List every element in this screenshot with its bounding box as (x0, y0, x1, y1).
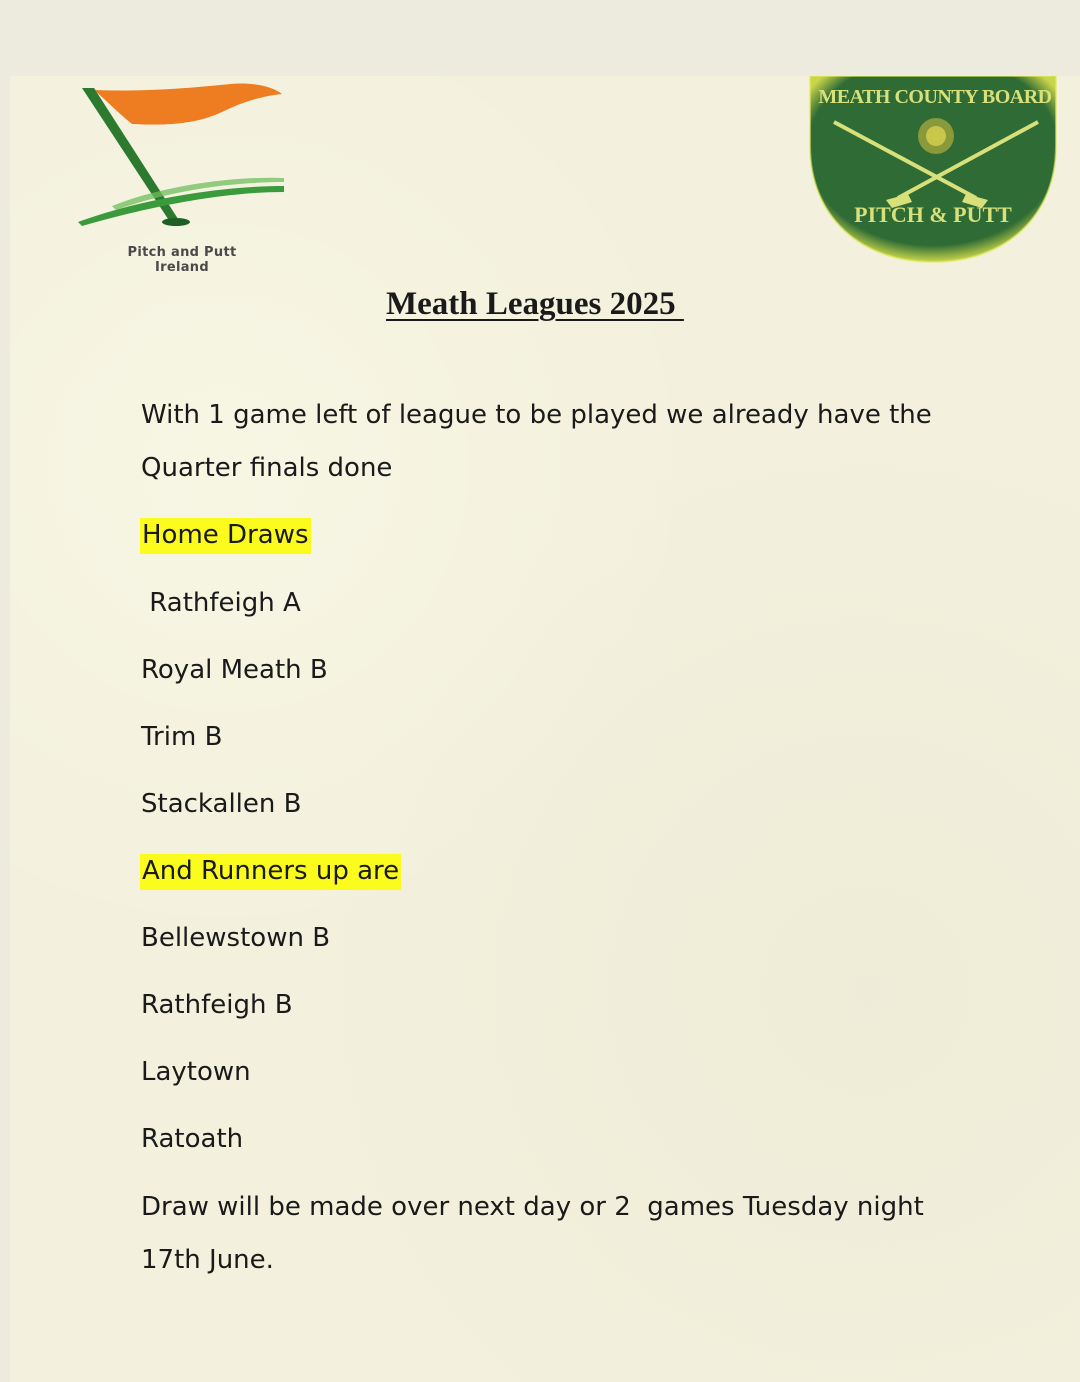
meath-county-board-logo (806, 76, 1060, 266)
runner-up-item: Laytown (141, 1057, 251, 1087)
badge-top-text: MEATH COUNTY BOARD (818, 86, 1052, 108)
runners-up-highlight: And Runners up are (140, 854, 401, 890)
runners-up-heading (141, 853, 401, 889)
home-draws-heading (141, 517, 311, 553)
home-draw-item: Trim B (141, 722, 223, 752)
home-draw-item: Rathfeigh A (141, 588, 301, 618)
intro-line-1: With 1 game left of league to be played we already have the (141, 400, 932, 430)
home-draw-item: Royal Meath B (141, 655, 328, 685)
runner-up-item: Rathfeigh B (141, 990, 293, 1020)
flag-icon (72, 82, 292, 242)
runner-up-item: Bellewstown B (141, 923, 331, 953)
closing-line-2: 17th June. (141, 1245, 274, 1275)
badge-bottom-text: PITCH & PUTT (854, 202, 1012, 227)
logo-caption-line1: Pitch and Putt (127, 245, 237, 260)
closing-line-1: Draw will be made over next day or 2 games Tuesday night (141, 1192, 924, 1222)
runner-up-item: Ratoath (141, 1124, 244, 1154)
logo-caption (72, 245, 292, 275)
top-margin (0, 0, 1080, 76)
pitch-and-putt-ireland-logo (72, 82, 292, 287)
page-title: Meath Leagues 2025 (386, 286, 684, 322)
home-draws-highlight: Home Draws (140, 518, 311, 554)
intro-line-2: Quarter finals done (141, 453, 393, 483)
home-draw-item: Stackallen B (141, 789, 302, 819)
logo-caption-line2: Ireland (155, 260, 209, 275)
